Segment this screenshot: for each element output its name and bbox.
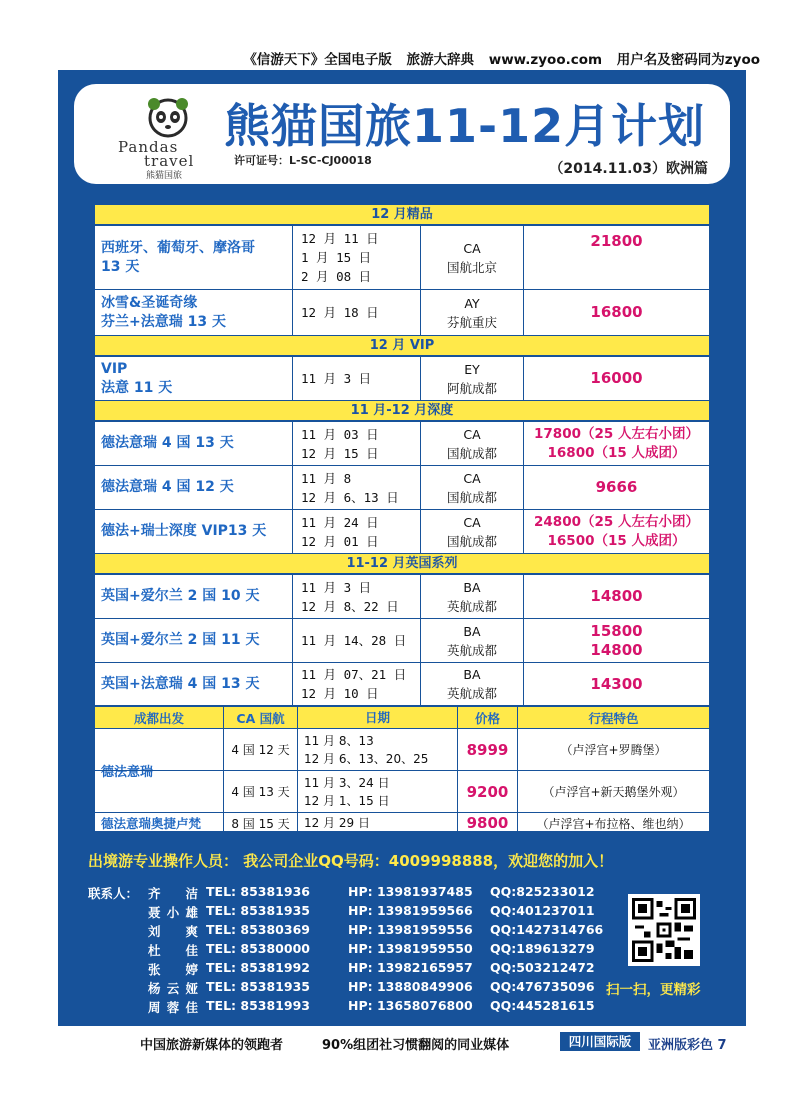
contact-qq[interactable]: QQ:476735096 (490, 979, 595, 994)
table-row[interactable] (95, 575, 709, 619)
tour-airline: BA 英航成都 (421, 663, 524, 705)
license-number: 许可证号：L-SC-CJ00018 (234, 154, 372, 167)
contact-qq[interactable]: QQ:503212472 (490, 960, 595, 975)
table-row[interactable] (95, 226, 709, 290)
logo-text-pandas: Pandas (118, 138, 179, 156)
tour-price: 14800 (590, 587, 643, 605)
tour-route: 英国+法意瑞 4 国 13 天 (95, 663, 293, 705)
tour-airline: CA 国航成都 (421, 466, 524, 509)
tour-route: 英国+爱尔兰 2 国 11 天 (95, 619, 293, 662)
contact-mobile[interactable]: HP: 13981959550 (348, 941, 473, 956)
tour-dates: 11 月 3、24 日 12 月 1、15 日 (298, 771, 458, 812)
contact-mobile[interactable]: HP: 13982165957 (348, 960, 473, 975)
logo-text-cn: 熊猫国旅 (146, 171, 183, 181)
tour-dates: 12 月 18 日 (293, 290, 421, 335)
ops-label: 出境游专业操作人员： (88, 852, 239, 870)
table-row[interactable] (95, 466, 709, 510)
col-header-departure: 成都出发 (95, 707, 224, 728)
panda-icon (148, 98, 188, 138)
tour-price: 15800 14800 (590, 621, 643, 659)
tour-price: 14300 (590, 674, 643, 693)
contact-mobile[interactable]: HP: 13981959566 (348, 903, 473, 918)
contact-qq[interactable]: QQ:401237011 (490, 903, 595, 918)
tour-price: 9800 (458, 813, 518, 833)
pandas-travel-logo (114, 98, 224, 180)
tour-features: （卢浮宫+新天鹅堡外观） (542, 785, 685, 799)
contact-qq[interactable]: QQ:825233012 (490, 884, 595, 899)
contacts-label: 联系人： (88, 886, 139, 901)
contact-name: 刘爽 (148, 924, 198, 939)
tour-price: 16000 (590, 369, 643, 387)
table-row[interactable] (95, 663, 709, 707)
tour-route: 德法意瑞奥捷卢梵 (95, 813, 224, 833)
page-number: 亚洲版彩色 7 (648, 1038, 727, 1053)
tour-duration: 4 国 13 天 (224, 771, 298, 812)
table-row[interactable] (95, 619, 709, 663)
contact-qq[interactable]: QQ:445281615 (490, 998, 595, 1013)
section-header-december-premium: 12 月精品 (95, 205, 709, 226)
tour-dates: 11 月 03 日 12 月 15 日 (293, 422, 421, 465)
tour-dates: 11 月 3 日 (293, 357, 421, 400)
col-header-price: 价格 (458, 707, 518, 728)
tour-price: 17800（25 人左右小团） 16800（15 人成团） (534, 425, 699, 461)
contact-mobile[interactable]: HP: 13658076800 (348, 998, 473, 1013)
section-header-uk-series: 11-12 月英国系列 (95, 554, 709, 575)
tour-dates: 11 月 24 日 12 月 01 日 (293, 510, 421, 553)
ops-recruit-line (88, 850, 613, 871)
tour-dates: 11 月 14、28 日 (293, 619, 421, 662)
tour-dates: 11 月 3 日 12 月 8、22 日 (293, 575, 421, 618)
tour-price: 24800（25 人左右小团） 16500（15 人成团） (534, 513, 699, 549)
tour-airline: AY 芬航重庆 (421, 290, 524, 335)
contact-name: 杨云娅 (148, 981, 198, 996)
header-card (74, 84, 730, 184)
page-title: 熊猫国旅11-12月计划 (224, 99, 706, 153)
tour-dates: 11 月 8 12 月 6、13 日 (293, 466, 421, 509)
contact-mobile[interactable]: HP: 13880849906 (348, 979, 473, 994)
col-header-airline: CA 国航 (224, 707, 298, 728)
tour-route: 德法+瑞士深度 VIP13 天 (95, 510, 293, 553)
tour-airline: BA 英航成都 (421, 575, 524, 618)
tour-route: 西班牙、葡萄牙、摩洛哥 13 天 (95, 226, 293, 289)
tour-features: （卢浮宫+布拉格、维也纳） (536, 816, 691, 831)
tour-airline: CA 国航成都 (421, 510, 524, 553)
tour-dates: 12 月 11 日 1 月 15 日 2 月 08 日 (293, 226, 421, 289)
tour-route: 德法意瑞 4 国 13 天 (95, 422, 293, 465)
contact-qq[interactable]: QQ:189613279 (490, 941, 595, 956)
dictionary-name: 旅游大辞典 (406, 52, 475, 68)
contact-tel[interactable]: TEL: 85381935 (206, 979, 310, 994)
magazine-name: 《信游天下》全国电子版 (243, 52, 392, 68)
contact-name: 周蓉佳 (148, 1000, 198, 1015)
contact-tel[interactable]: TEL: 85381993 (206, 998, 310, 1013)
contact-name: 聂小雄 (148, 905, 198, 920)
tour-features: （卢浮宫+罗腾堡） (560, 743, 667, 757)
contact-tel[interactable]: TEL: 85381992 (206, 960, 310, 975)
tour-price: 9200 (458, 771, 518, 812)
tour-price: 8999 (458, 729, 518, 770)
login-note: 用户名及密码同为zyoo (616, 52, 760, 68)
table-row[interactable] (95, 771, 709, 813)
table-row[interactable] (95, 813, 709, 833)
contact-mobile[interactable]: HP: 13981937485 (348, 884, 473, 899)
footer-slogan-2: 90%组团社习惯翻阅的同业媒体 (322, 1038, 510, 1053)
table-row[interactable] (95, 422, 709, 466)
scan-prompt: 扫一扫，更精彩 (606, 982, 701, 998)
table-row[interactable] (95, 290, 709, 336)
chengdu-table-header (95, 707, 709, 729)
contact-qq[interactable]: QQ:1427314766 (490, 922, 604, 937)
page-footer (0, 1032, 800, 1052)
tour-airline: CA 国航成都 (421, 422, 524, 465)
tour-route: 冰雪&圣诞奇缘 芬兰+法意瑞 13 天 (95, 290, 293, 335)
section-header-december-vip: 12 月 VIP (95, 336, 709, 357)
contact-tel[interactable]: TEL: 85381935 (206, 903, 310, 918)
contact-tel[interactable]: TEL: 85381936 (206, 884, 310, 899)
table-row[interactable] (95, 729, 709, 771)
tour-dates: 12 月 29 日 (298, 813, 458, 833)
tour-price: 21800 (590, 232, 643, 250)
section-header-in-depth: 11 月-12 月深度 (95, 401, 709, 422)
col-header-features: 行程特色 (588, 710, 639, 726)
tour-duration: 4 国 12 天 (224, 729, 298, 770)
contact-name: 杜佳 (148, 943, 198, 958)
tour-price: 9666 (595, 478, 638, 496)
main-panel (58, 70, 746, 1026)
tour-route: VIP 法意 11 天 (95, 357, 293, 400)
tour-price: 16800 (590, 303, 643, 321)
qr-code-icon[interactable] (628, 894, 700, 966)
edition-badge: 四川国际版 (560, 1032, 640, 1051)
col-header-dates: 日期 (298, 707, 458, 728)
tour-dates: 11 月 07、21 日 12 月 10 日 (293, 663, 421, 705)
tour-airline: BA 英航成都 (421, 619, 524, 662)
tour-table (93, 203, 711, 833)
edition-date: （2014.11.03）欧洲篇 (549, 161, 708, 177)
tour-route: 英国+爱尔兰 2 国 10 天 (95, 575, 293, 618)
website-url[interactable]: www.zyoo.com (488, 52, 603, 68)
chengdu-group-name: 德法意瑞 (95, 729, 224, 813)
table-row[interactable] (95, 510, 709, 554)
tour-duration: 8 国 15 天 (224, 813, 298, 833)
contact-name: 齐洁 (148, 886, 198, 901)
tour-airline: EY 阿航成都 (421, 357, 524, 400)
top-banner (0, 48, 760, 68)
tour-dates: 11 月 8、13 12 月 6、13、20、25 (298, 729, 458, 770)
tour-route: 德法意瑞 4 国 12 天 (95, 466, 293, 509)
logo-text-travel: travel (144, 152, 195, 170)
contact-tel[interactable]: TEL: 85380000 (206, 941, 310, 956)
tour-airline: CA 国航北京 (421, 226, 524, 289)
table-row[interactable] (95, 357, 709, 401)
contact-name: 张婷 (148, 962, 198, 977)
contact-mobile[interactable]: HP: 13981959556 (348, 922, 473, 937)
contact-tel[interactable]: TEL: 85380369 (206, 922, 310, 937)
ops-qq-text: 我公司企业QQ号码：4009998888，欢迎您的加入！ (243, 852, 614, 870)
footer-slogan-1: 中国旅游新媒体的领跑者 (140, 1038, 284, 1053)
